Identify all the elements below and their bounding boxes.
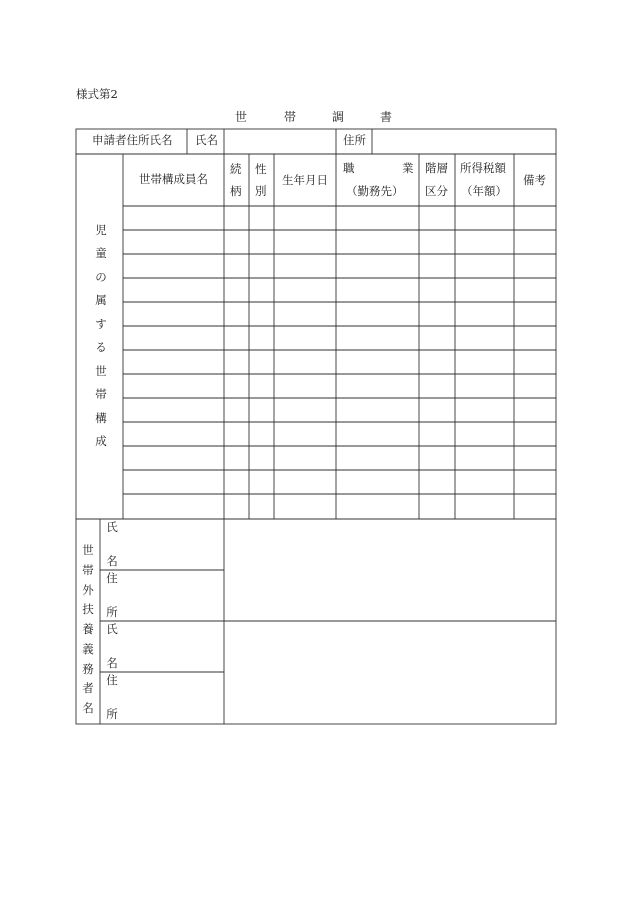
label-char: 児 — [95, 223, 107, 237]
title-char: 調 — [332, 110, 345, 124]
col-birth-date: 生年月日 — [282, 173, 328, 187]
col-relationship-1: 続 — [230, 162, 242, 176]
col-occupation-2: 業 — [402, 161, 414, 175]
col-sex-2: 別 — [255, 184, 267, 198]
support-address-label-2b: 所 — [106, 707, 118, 721]
label-char: 構 — [95, 411, 107, 425]
label-char: 名 — [82, 701, 94, 715]
title-char: 帯 — [284, 110, 297, 124]
label-char: 扶 — [82, 602, 94, 616]
title-char: 世 — [235, 110, 248, 124]
col-workplace: （勤務先） — [346, 184, 404, 198]
label-char: 世 — [95, 364, 107, 378]
label-char: 童 — [95, 246, 107, 260]
label-char: 義 — [82, 642, 94, 656]
label-char: 外 — [82, 583, 94, 597]
col-remarks: 備考 — [523, 173, 546, 187]
form-number: 様式第2 — [76, 87, 118, 101]
support-name-label-1: 氏 — [106, 520, 118, 534]
label-char: 属 — [95, 293, 107, 307]
col-member-name: 世帯構成員名 — [139, 172, 208, 186]
label-char: の — [95, 270, 107, 284]
label-char: 養 — [82, 622, 94, 636]
col-tier-1: 階層 — [425, 161, 448, 175]
col-sex-1: 性 — [255, 162, 267, 176]
support-address-label-1: 住 — [106, 571, 118, 585]
label-char: す — [95, 317, 107, 331]
label-char: 世 — [82, 543, 94, 557]
label-char: 帯 — [82, 563, 94, 577]
title-char: 書 — [380, 110, 393, 124]
support-address-label-1b: 所 — [106, 605, 118, 619]
label-char: 者 — [82, 681, 94, 695]
label-char: 務 — [82, 662, 94, 676]
support-name-label-1b: 名 — [106, 554, 118, 568]
label-char: 成 — [95, 434, 107, 448]
address-label: 住所 — [343, 133, 366, 147]
col-occupation-1: 職 — [343, 161, 355, 175]
applicant-label: 申請者住所氏名 — [92, 133, 173, 147]
col-income-tax-note: （年額） — [461, 184, 507, 198]
col-tier-2: 区分 — [425, 184, 448, 198]
support-address-label-2: 住 — [106, 673, 118, 687]
support-name-label-2b: 名 — [106, 656, 118, 670]
col-income-tax: 所得税額 — [460, 161, 506, 175]
label-char: 帯 — [95, 387, 107, 401]
col-relationship-2: 柄 — [230, 184, 242, 198]
name-label: 氏名 — [195, 133, 218, 147]
support-name-label-2: 氏 — [106, 622, 118, 636]
label-char: る — [95, 340, 107, 354]
